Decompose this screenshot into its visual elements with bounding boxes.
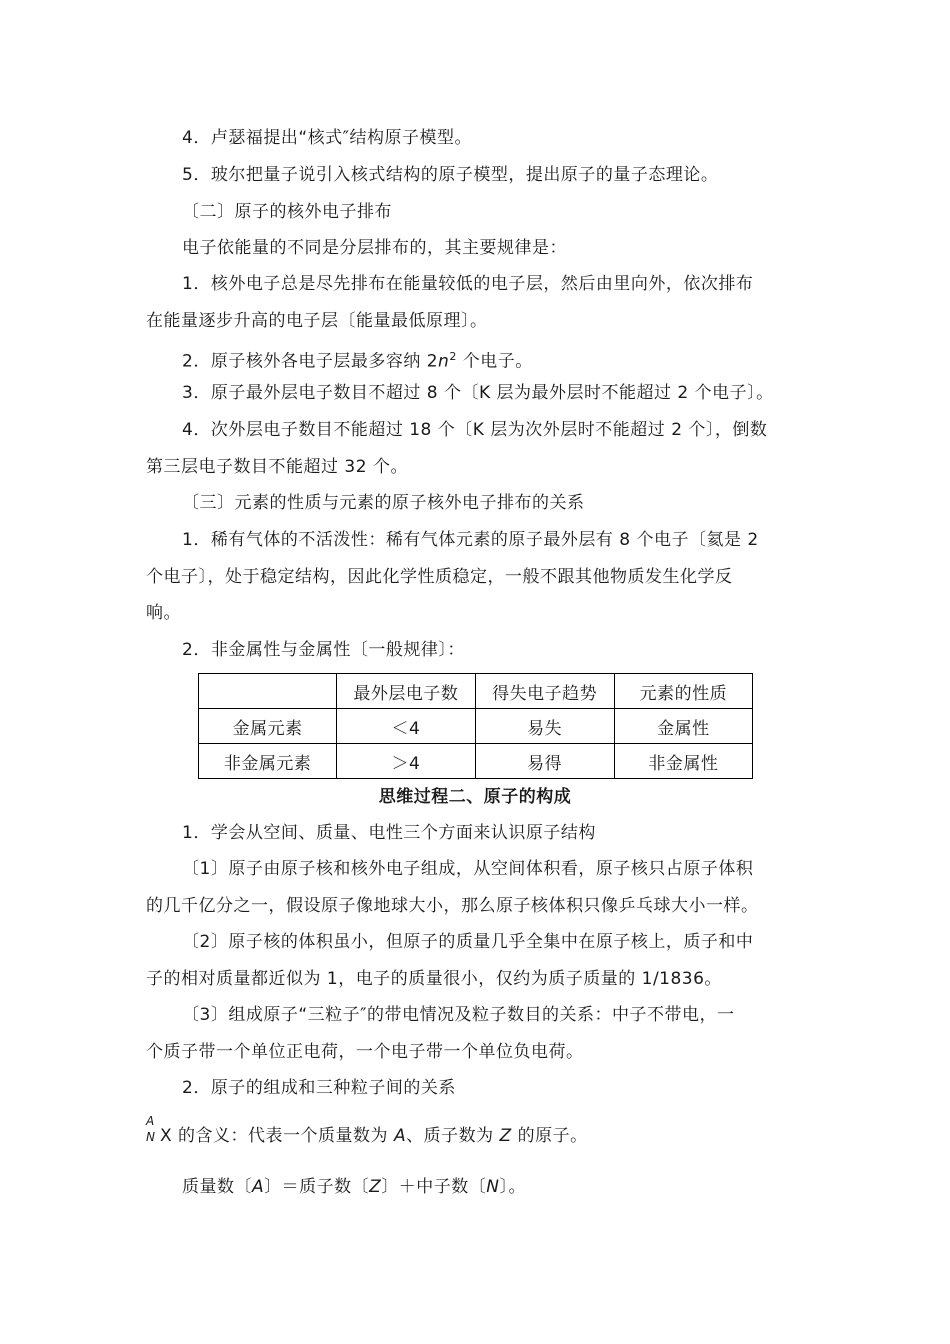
paragraph-rule-2	[182, 346, 533, 373]
table-header-cell	[199, 674, 337, 709]
paragraph-noble-gas-line-3: 响。	[146, 603, 181, 623]
table-header-row	[199, 674, 753, 709]
table-header-cell: 得失电子趋势	[475, 674, 614, 709]
nuclide-neutron-number: N	[146, 1130, 155, 1144]
paragraph-rule-4-line-2: 第三层电子数目不能超过 32 个。	[146, 457, 408, 477]
table-cell: 金属元素	[199, 709, 337, 744]
table-header-cell: 元素的性质	[614, 674, 752, 709]
paragraph-rule-4-line-1: 4．次外层电子数目不能超过 18 个〔K 层为次外层时不能超过 2 个〕，倒数	[182, 420, 768, 440]
nuclide-text: 的原子。	[511, 1126, 588, 1146]
paragraph-rule-1-line-1: 1．核外电子总是尽先排布在能量较低的电子层，然后由里向外，依次排布	[182, 274, 754, 294]
paragraph-rules-intro: 电子依能量的不同是分层排布的，其主要规律是：	[182, 238, 567, 258]
rule-2-text-end: 个电子。	[456, 351, 533, 372]
paragraph-atom-mass-line-2: 子的相对质量都近似为 1，电子的质量很小，仅约为质子质量的 1/1836。	[146, 969, 722, 989]
table-cell: 非金属性	[614, 744, 752, 779]
paragraph-bohr: 5．玻尔把量子说引入核式结构的原子模型，提出原子的量子态理论。	[182, 165, 719, 185]
paragraph-atom-charge-line-1: 〔3〕组成原子“三粒子″的带电情况及粒子数目的关系：中子不带电，一	[182, 1005, 735, 1025]
table-cell: 金属性	[614, 709, 752, 744]
nuclide-symbol: X	[160, 1126, 173, 1146]
paragraph-noble-gas-line-1: 1．稀有气体的不活泼性：稀有气体元素的原子最外层有 8 个电子〔氦是 2	[182, 530, 759, 550]
table-cell: ＞4	[337, 744, 475, 779]
rule-2-superscript: 2	[449, 350, 457, 363]
variable-a: A	[252, 1177, 265, 1197]
section-title-atom-structure: 思维过程二、原子的构成	[378, 787, 572, 807]
formula-text: 〕＋中子数〔	[381, 1177, 487, 1197]
nuclide-text: 的含义：代表一个质量数为	[172, 1126, 394, 1146]
paragraph-rutherford: 4．卢瑟福提出“核式″结构原子模型。	[182, 128, 472, 148]
table-cell: 非金属元素	[199, 744, 337, 779]
nuclide-mass-number: A	[146, 1114, 155, 1128]
variable-z: Z	[369, 1177, 382, 1197]
paragraph-noble-gas-line-2: 个电子〕，处于稳定结构，因此化学性质稳定，一般不跟其他物质发生化学反	[146, 567, 733, 587]
rule-2-variable-n: n	[438, 351, 450, 372]
variable-n: N	[486, 1177, 500, 1197]
formula-text: 质量数〔	[182, 1177, 252, 1197]
nuclide-text: 、质子数为	[406, 1126, 500, 1146]
paragraph-mass-number-formula	[182, 1176, 526, 1198]
paragraph-atom-charge-line-2: 个质子带一个单位正电荷，一个电子带一个单位负电荷。	[146, 1042, 584, 1062]
table-row	[199, 709, 753, 744]
table-cell: ＜4	[337, 709, 475, 744]
table-row	[199, 744, 753, 779]
formula-text: 〕＝质子数〔	[264, 1177, 370, 1197]
table-cell: 易失	[475, 709, 614, 744]
table-header-cell: 最外层电子数	[337, 674, 475, 709]
paragraph-atom-space-line-1: 〔1〕原子由原子核和核外电子组成，从空间体积看，原子核只占原子体积	[182, 859, 754, 879]
paragraph-atom-space-line-2: 的几千亿分之一，假设原子像地球大小，那么原子核体积只像乒乓球大小一样。	[146, 896, 759, 916]
paragraph-nuclide-meaning	[160, 1125, 588, 1147]
table-cell: 易得	[475, 744, 614, 779]
paragraph-atom-aspects: 1．学会从空间、质量、电性三个方面来认识原子结构	[182, 823, 596, 843]
element-properties-table	[198, 673, 753, 779]
paragraph-atom-mass-line-1: 〔2〕原子核的体积虽小，但原子的质量几乎全集中在原子核上，质子和中	[182, 932, 754, 952]
paragraph-rule-3: 3．原子最外层电子数目不超过 8 个〔K 层为最外层时不能超过 2 个电子〕。	[182, 383, 774, 403]
paragraph-rule-1-line-2: 在能量逐步升高的电子层〔能量最低原理〕。	[146, 311, 488, 331]
formula-text: 〕。	[499, 1177, 527, 1197]
paragraph-metallicity: 2．非金属性与金属性〔一般规律〕：	[182, 640, 465, 660]
rule-2-text: 2．原子核外各电子层最多容纳 2	[182, 351, 439, 372]
section-heading-properties: 〔三〕元素的性质与元素的原子核外电子排布的关系	[182, 493, 585, 513]
variable-z: Z	[499, 1126, 512, 1146]
section-heading-electron-arrangement: 〔二〕原子的核外电子排布	[182, 202, 392, 222]
paragraph-atom-composition: 2．原子的组成和三种粒子间的关系	[182, 1078, 456, 1098]
variable-a: A	[393, 1126, 407, 1146]
